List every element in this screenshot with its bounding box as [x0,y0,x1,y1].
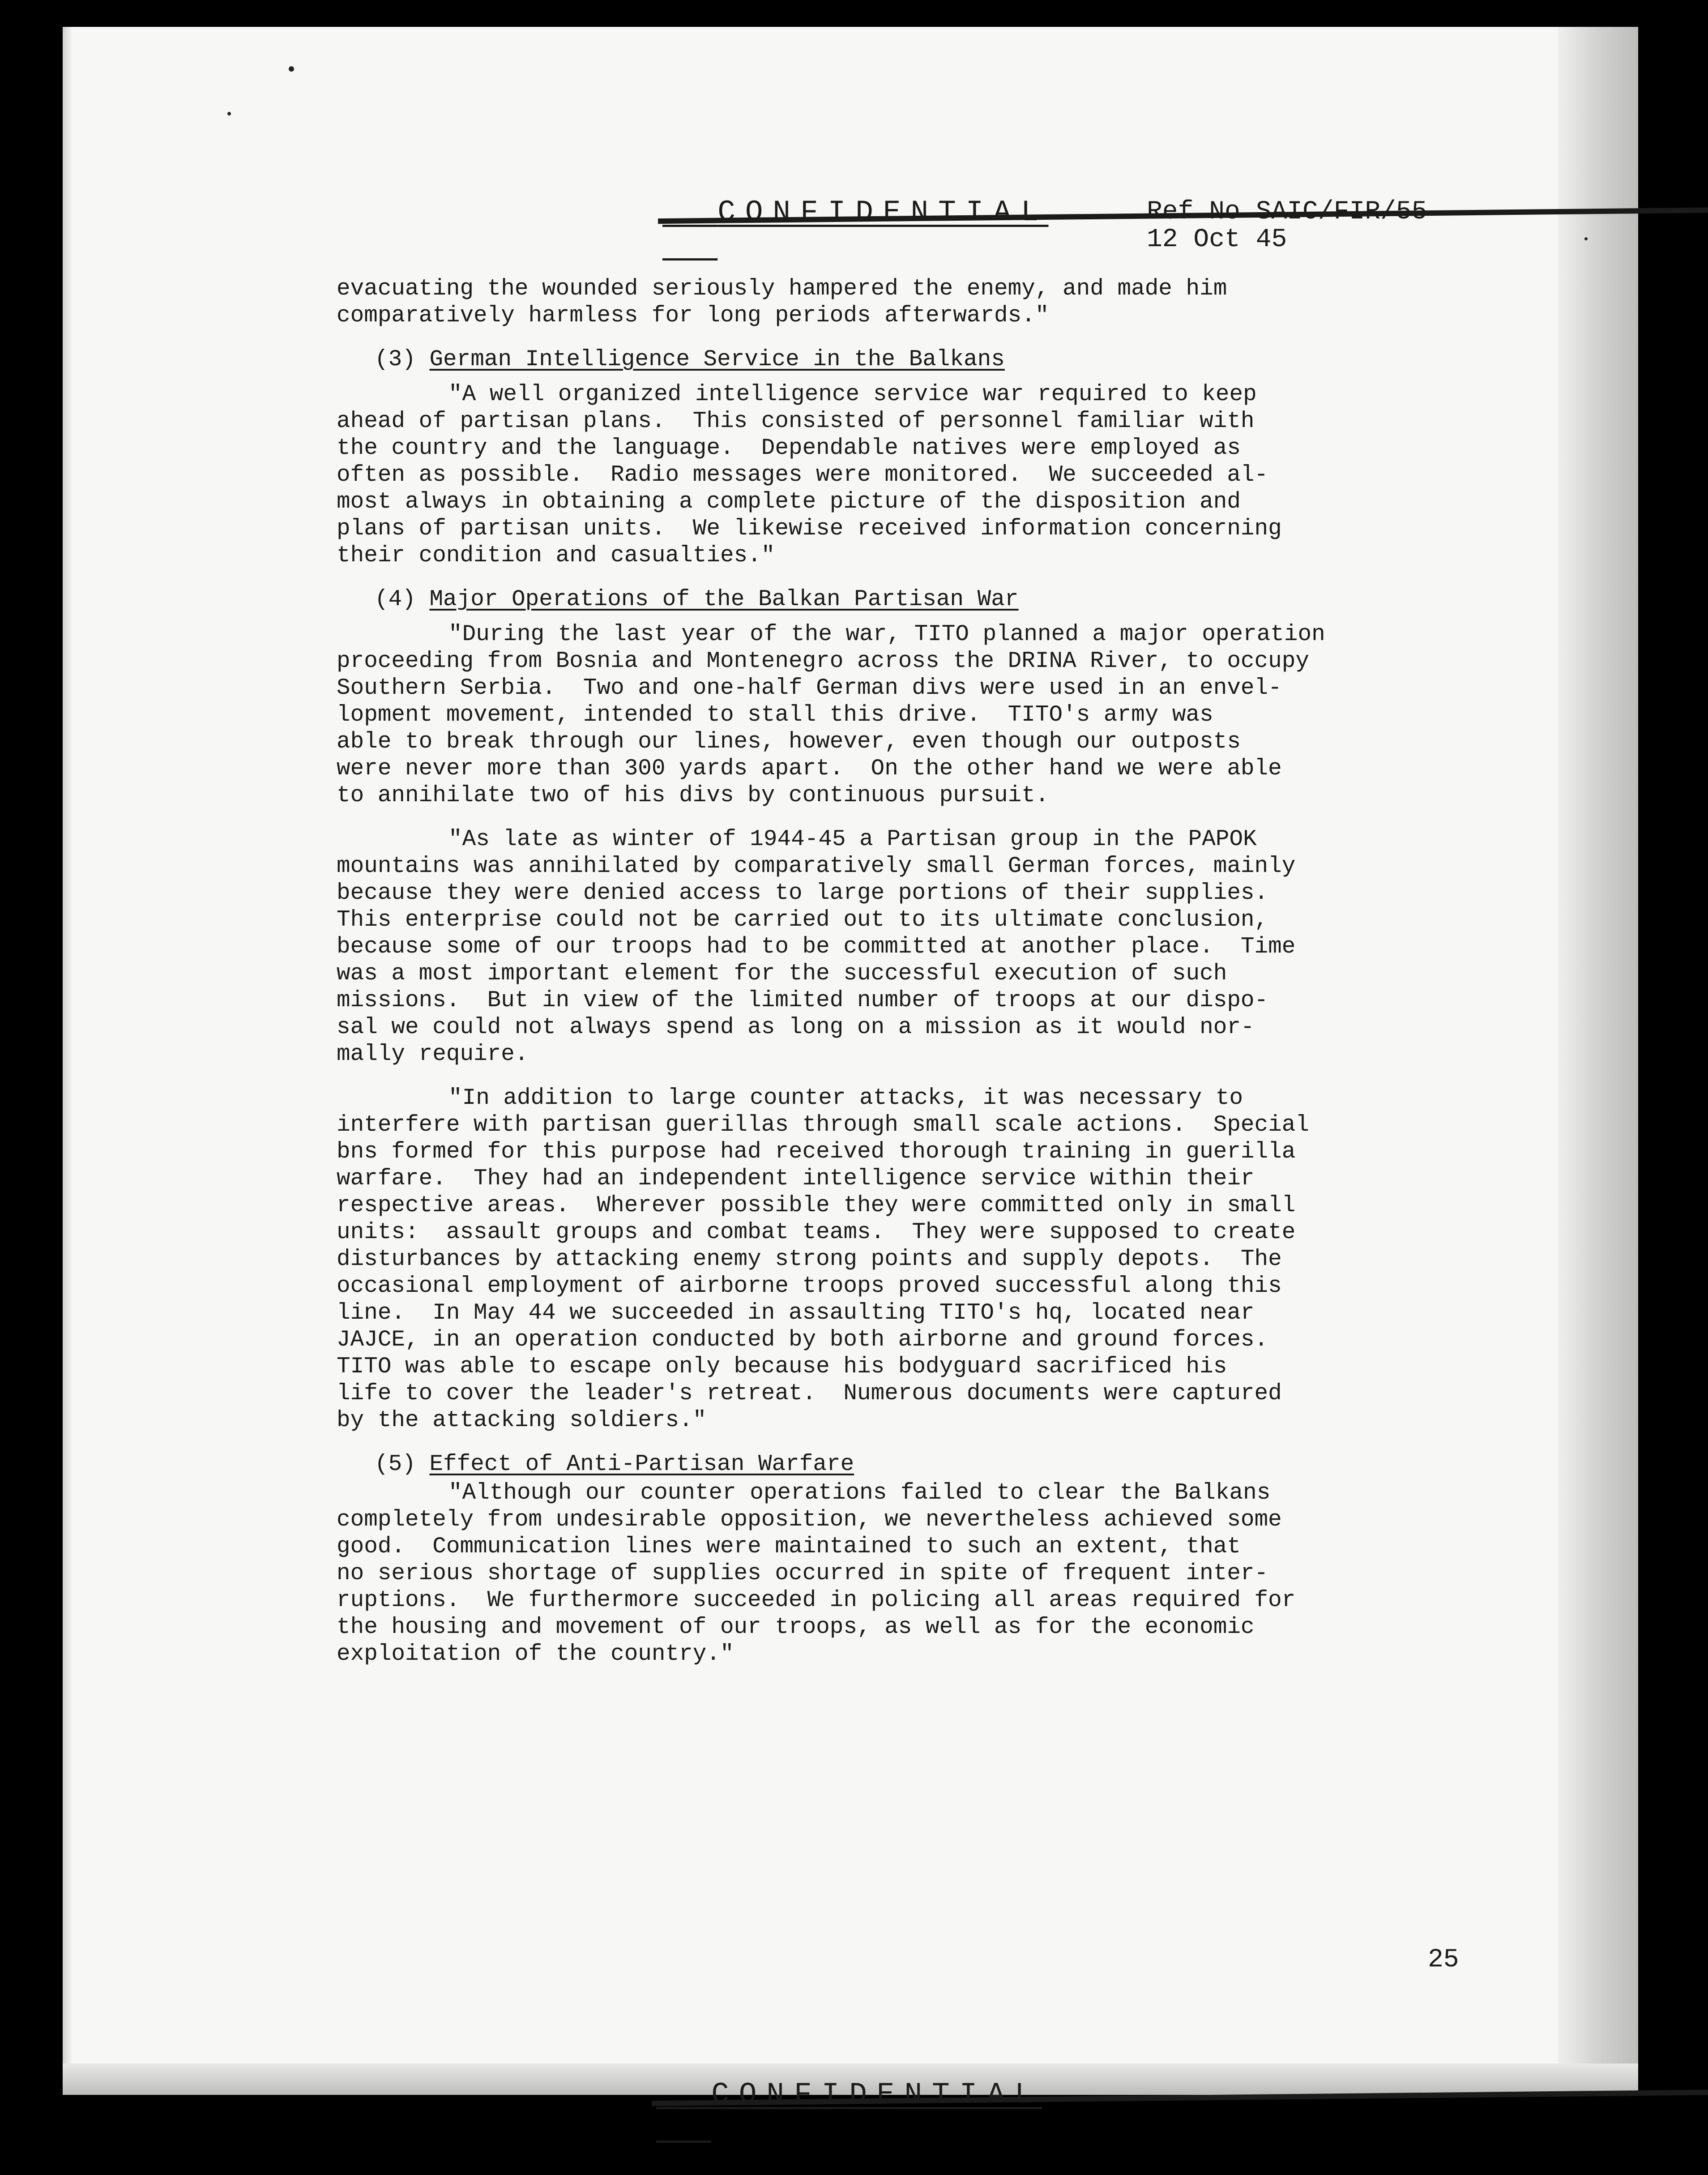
text-line: comparatively harmless for long periods afterwards." [337,303,1049,329]
classification-text: CONFIDENTIAL [717,196,1049,229]
section-heading [337,586,1500,613]
text-line: were never more than 300 yards apart. On the other hand we were able [337,756,1282,782]
paragraph [337,381,1500,569]
section-5 [337,1451,1500,1668]
text-line: mountains was annihilated by comparatively small German forces, mainly [337,854,1296,879]
reference-date: 12 Oct 45 [1147,225,1287,254]
intro-paragraph [337,276,1500,329]
section-heading [337,1451,1500,1478]
text-line: their condition and casualties." [337,543,775,568]
text-line: disturbances by attacking enemy strong points and supply depots. The [337,1247,1282,1272]
text-line: missions. But in view of the limited number of troops at our dispo- [337,988,1268,1013]
section-title: Effect of Anti-Partisan Warfare [429,1452,854,1477]
page-number: 25 [1428,1945,1459,1974]
text-line: most always in obtaining a complete picture of the disposition and [337,489,1241,515]
text-line: often as possible. Radio messages were monitored. We succeeded al- [337,462,1268,488]
text-line: the country and the language. Dependable natives were employed as [337,436,1241,461]
paragraph [337,621,1500,809]
text-line: lopment movement, intended to stall this drive. TITO's army was [337,702,1213,728]
text-line: "As late as winter of 1944-45 a Partisan group in the PAPOK [448,827,1257,852]
text-line: "Although our counter operations failed to clear the Balkans [448,1480,1271,1506]
text-line: TITO was able to escape only because his bodyguard sacrificed his [337,1354,1227,1380]
text-line: sal we could not always spend as long on a mission as it would nor- [337,1015,1255,1040]
reference-number: Ref No SAIC/FIR/55 [1147,197,1427,226]
text-line: was a most important element for the successful execution of such [337,961,1227,987]
section-number: (3) [375,347,416,372]
text-line: no serious shortage of supplies occurred in spite of frequent inter- [337,1561,1268,1586]
section-3 [337,346,1500,569]
text-line: proceeding from Bosnia and Montenegro across the DRINA River, to occupy [337,649,1309,674]
paragraph [337,826,1500,1068]
page-left-edge [63,27,73,2095]
text-line: mally require. [337,1042,529,1067]
section-number: (4) [375,587,416,612]
scan-speck [289,66,294,72]
text-line: because they were denied access to large portions of their supplies. [337,880,1268,906]
section-title: German Intelligence Service in the Balkans [429,347,1005,372]
document-body [337,276,1500,1668]
text-line: Southern Serbia. Two and one-half German divs were used in an envel- [337,675,1282,701]
text-line: warfare. They had an independent intelligence service within their [337,1166,1255,1192]
text-line: This enterprise could not be carried out to its ultimate conclusion, [337,907,1268,933]
text-line: the housing and movement of our troops, as well as for the economic [337,1615,1255,1640]
text-line: "A well organized intelligence service war required to keep [448,382,1257,407]
text-line: respective areas. Wherever possible they were committed only in small [337,1193,1296,1218]
text-line: exploitation of the country." [337,1641,734,1667]
text-line: units: assault groups and combat teams. They were supposed to create [337,1220,1296,1245]
text-line: "In addition to large counter attacks, it was necessary to [448,1085,1243,1111]
text-line: ruptions. We furthermore succeeded in policing all areas required for [337,1588,1296,1613]
section-4 [337,586,1500,1434]
text-line: life to cover the leader's retreat. Numerous documents were captured [337,1381,1282,1406]
text-line: "During the last year of the war, TITO planned a major operation [448,622,1325,647]
text-line: to annihilate two of his divs by continuous pursuit. [337,783,1049,808]
text-line: bns formed for this purpose had received thorough training in guerilla [337,1139,1296,1165]
text-line: plans of partisan units. We likewise received information concerning [337,516,1282,542]
paragraph [337,1480,1500,1668]
classification-stamp-bottom [656,2044,1708,2145]
section-heading [337,346,1500,373]
scan-speck [227,112,231,115]
section-title: Major Operations of the Balkan Partisan War [429,587,1019,612]
text-line: ahead of partisan plans. This consisted of personnel familiar with [337,409,1255,434]
text-line: JAJCE, in an operation conducted by both airborne and ground forces. [337,1327,1268,1353]
text-line: occasional employment of airborne troops proved successful along this [337,1273,1282,1299]
text-line: line. In May 44 we succeeded in assaulting TITO's hq, located near [337,1300,1255,1326]
text-line: able to break through our lines, however, even though our outposts [337,729,1241,755]
classification-text: CONFIDENTIAL [711,2078,1042,2111]
text-line: completely from undesirable opposition, we nevertheless achieved some [337,1507,1282,1533]
text-line: interfere with partisan guerillas through small scale actions. Special [337,1112,1309,1138]
text-line: because some of our troops had to be committed at another place. Time [337,934,1296,960]
text-line: evacuating the wounded seriously hampered the enemy, and made him [337,276,1227,302]
section-number: (5) [375,1452,416,1477]
paragraph [337,1085,1500,1434]
text-line: by the attacking soldiers." [337,1408,707,1433]
page-right-edge-shadow [1558,27,1638,2095]
text-line: good. Communication lines were maintained to such an extent, that [337,1534,1241,1560]
